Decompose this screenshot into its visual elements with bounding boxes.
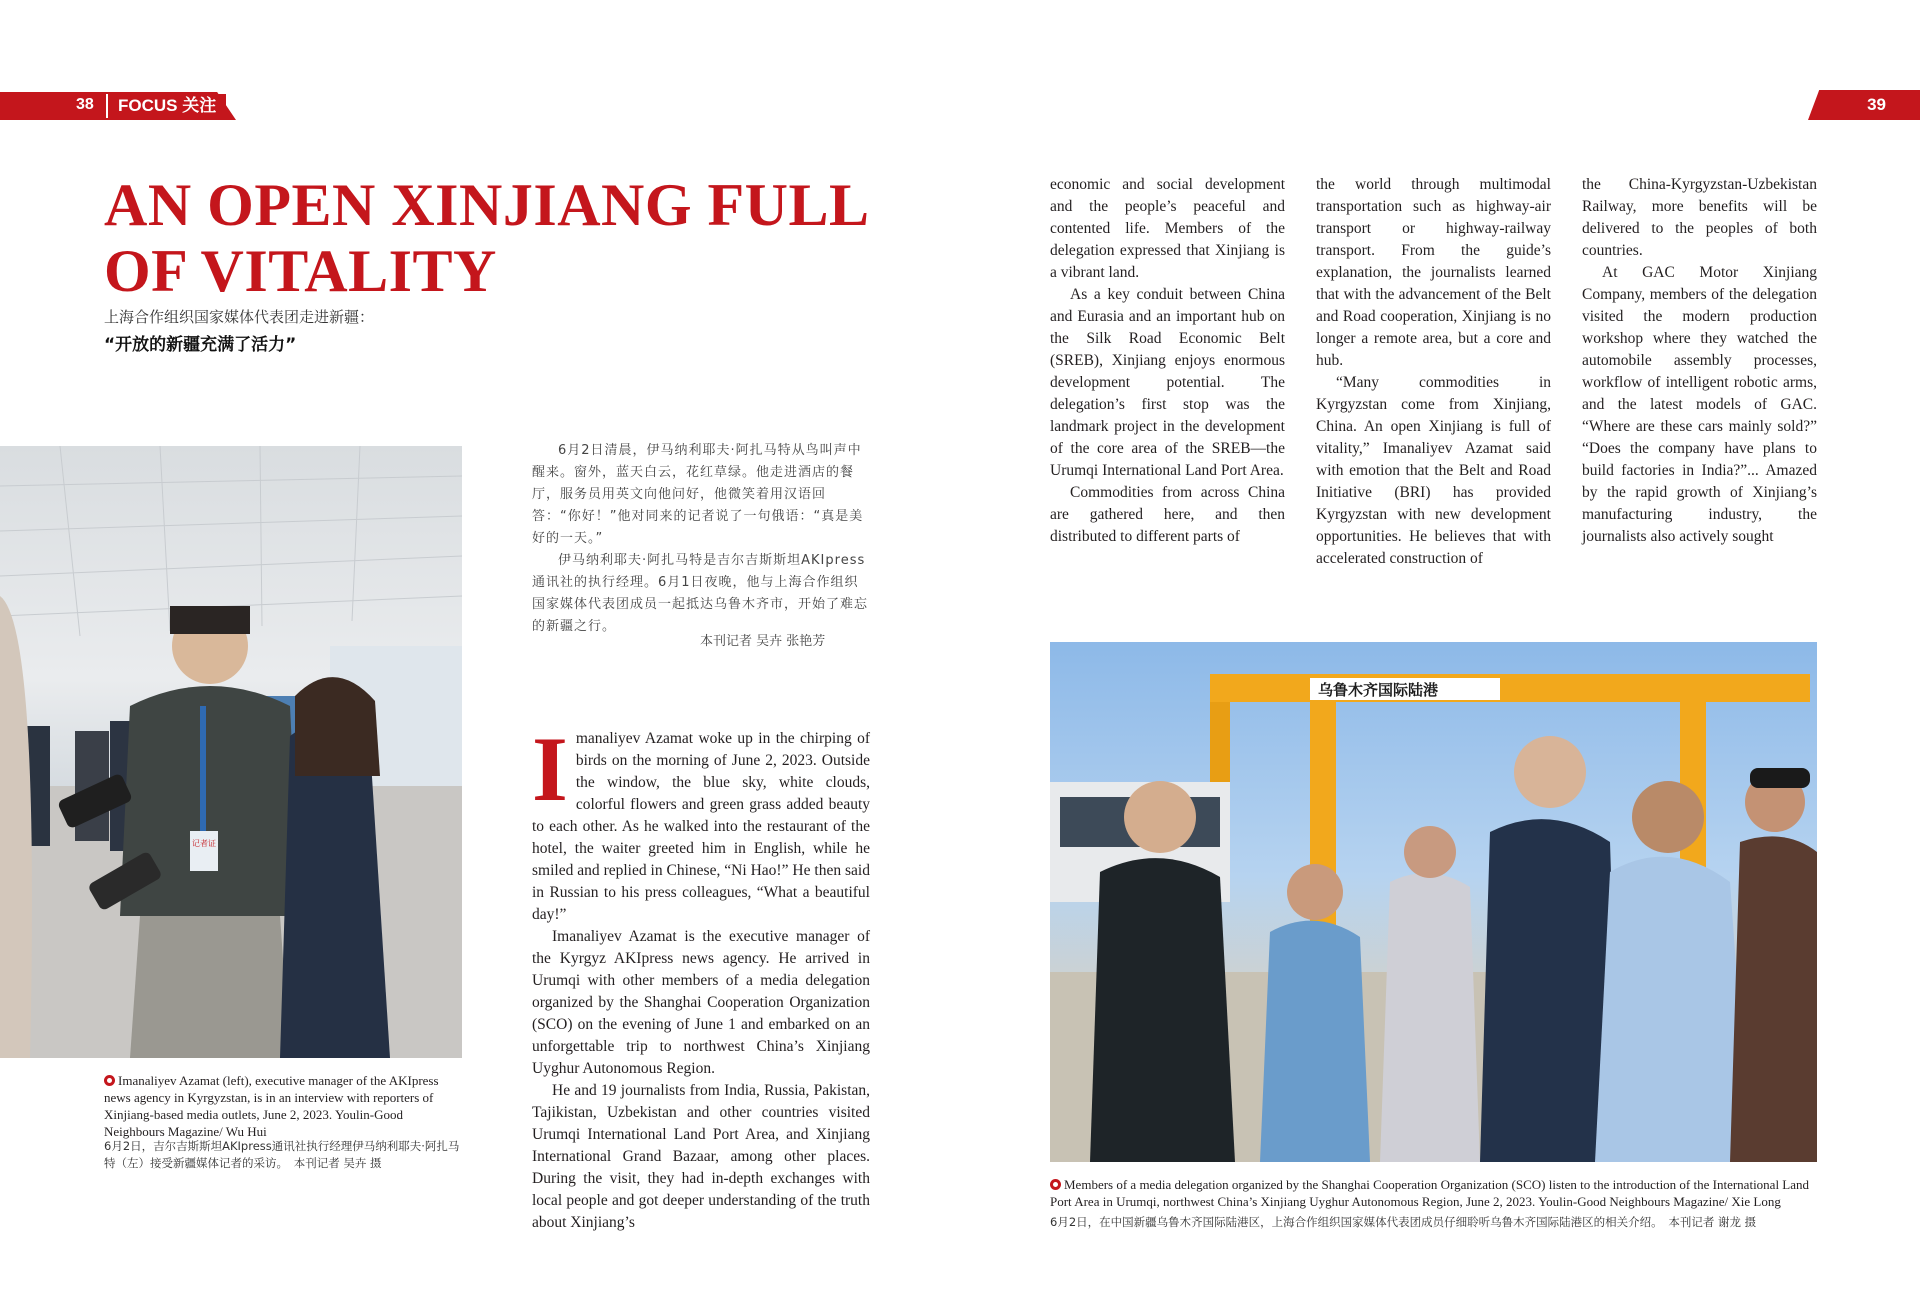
chinese-intro-paragraph: 伊马纳利耶夫·阿扎马特是吉尔吉斯斯坦AKIpress通讯社的执行经理。6月1日夜晚，他与上海合作组织国家媒体代表团成员一起抵达乌鲁木齐市，开始了难忘的新疆之行。	[532, 553, 869, 634]
port-sign-text: 乌鲁木齐国际陆港	[1318, 681, 1439, 699]
right-page-number: 39	[1867, 95, 1886, 114]
interview-photo	[0, 446, 462, 1058]
left-page-number: 38	[76, 96, 94, 113]
paragraph: He and 19 journalists from India, Russia, Pakistan, Tajikistan, Uzbekistan and other countries visited Urumqi International Land Port Area, and Xinjiang International Grand Bazaar, among other places. During the visit, they had in-depth exchanges with local people and got deeper understanding of the truth about Xinjiang’s	[532, 1082, 870, 1231]
article-column-4	[1582, 174, 1817, 548]
dropcap: I	[532, 718, 568, 820]
paragraph: the world through multimodal transportation such as highway-air transport or highway-railway transport. From the guide’s explanation, the journalists learned that with the advancement of the Belt and Road cooperation, Xinjiang is no longer a remote area, but a core and hub.	[1316, 176, 1551, 369]
subtitle-cn-line1: 上海合作组织国家媒体代表团走进新疆：	[104, 308, 375, 326]
right-header-bar	[1808, 90, 1920, 120]
land-port-photo-caption	[1050, 1176, 1817, 1210]
interview-photo-illustration	[0, 446, 462, 1058]
paragraph: “Many commodities in Kyrgyzstan come from Xinjiang, China. An open Xinjiang is full of vitality,” Imanaliyev Azamat said with emotion that the Belt and Road Initiative (BRI) has provided Kyrgyzstan with new development opportunities. He believes that with accelerated construction of	[1316, 374, 1551, 567]
paragraph: As a key conduit between China and Eurasia and an important hub on the Silk Road Economic Belt (SREB), Xinjiang enjoys enormous development potential. The delegation’s first stop was the landmark project in the development of the core area of the SREB—the Urumqi International Land Port Area.	[1050, 286, 1285, 479]
article-title: AN OPEN XINJIANG FULL OF VITALITY	[104, 172, 867, 304]
paragraph: Imanaliyev Azamat is the executive manager of the Kyrgyz AKIpress news agency. He arrived in Urumqi with other members of a media delegation organized by the Shanghai Cooperation Organization (SCO) on the evening of June 1 and embarked on an unforgettable trip to northwest China’s Xinjiang Uyghur Autonomous Region.	[532, 928, 870, 1077]
paragraph: At GAC Motor Xinjiang Company, members of the delegation visited the modern production workshop where they watched the automobile assembly processes, workflow of intelligent robotic arms, and the latest models of GAC. “Where are these cars mainly sold?” “Does the company have plans to build factories in India?”... Amazed by the rapid growth of Xinjiang’s manufacturing industry, the journalists also actively sought	[1582, 264, 1817, 545]
chinese-byline: 本刊记者 吴卉 张艳芳	[700, 634, 826, 649]
interview-photo-caption	[104, 1072, 462, 1140]
interview-photo-caption-text: Imanaliyev Azamat (left), executive manager of the AKIpress news agency in Kyrgyzstan, is in an interview with reporters of Xinjiang-based media outlets, June 2, 2023. Youlin-Good Neighbours Magazine/ Wu Hui	[104, 1073, 439, 1139]
section-label: FOCUS 关注	[106, 94, 226, 118]
paragraph	[532, 718, 870, 926]
land-port-photo	[1050, 642, 1817, 1162]
paragraph: the China-Kyrgyzstan-Uzbekistan Railway, more benefits will be delivered to the peoples of both countries.	[1582, 176, 1817, 259]
paragraph: Commodities from across China are gathered here, and then distributed to different parts of	[1050, 484, 1285, 545]
land-port-photo-caption-text: Members of a media delegation organized by the Shanghai Cooperation Organization (SCO) listen to the introduction of the International Land Port Area in Urumqi, northwest China’s Xinjiang Uyghur Autonomous Region, June 2, 2023. Youlin-Good Neighbours Magazine/ Xie Long	[1050, 1177, 1810, 1209]
land-port-photo-illustration	[1050, 642, 1817, 1162]
land-port-photo-caption-cn: 6月2日，在中国新疆乌鲁木齐国际陆港区，上海合作组织国家媒体代表团成员仔细聆听乌鲁木齐国际陆港区的相关介绍。 本刊记者 谢龙 摄	[1050, 1215, 1757, 1229]
paragraph-text: manaliyev Azamat woke up in the chirping of birds on the morning of June 2, 2023. Outside the window, the blue sky, white clouds, colorful flowers and green grass added beauty to each other. As he walked into the restaurant of the hotel, the waiter greeted him in English, while he smiled and replied in Chinese, “Ni Hao!” He then said in Russian to his press colleagues, “What a beautiful day!”	[532, 730, 870, 923]
press-badge-text: 记者证	[192, 839, 216, 848]
camera-icon	[1050, 1179, 1061, 1190]
chinese-intro-paragraph: 6月2日清晨，伊马纳利耶夫·阿扎马特从鸟叫声中醒来。窗外，蓝天白云，花红草绿。他走进酒店的餐厅，服务员用英文向他问好，他微笑着用汉语回答：“你好！”他对同来的记者说了一句俄语：“真是美好的一天。”	[532, 443, 864, 546]
interview-photo-caption-cn: 6月2日，吉尔吉斯斯坦AKIpress通讯社执行经理伊马纳利耶夫·阿扎马特（左）接受新疆媒体记者的采访。 本刊记者 吴卉 摄	[104, 1139, 460, 1170]
chinese-intro	[532, 440, 872, 638]
subtitle-cn-line2: “开放的新疆充满了活力”	[104, 335, 297, 355]
article-column-2	[1050, 174, 1285, 548]
article-column-3	[1316, 174, 1551, 570]
paragraph: economic and social development and the people’s peaceful and contented life. Members of the delegation expressed that Xinjiang is a vibrant land.	[1050, 176, 1285, 281]
camera-icon	[104, 1075, 115, 1086]
article-column-1	[532, 718, 870, 1234]
